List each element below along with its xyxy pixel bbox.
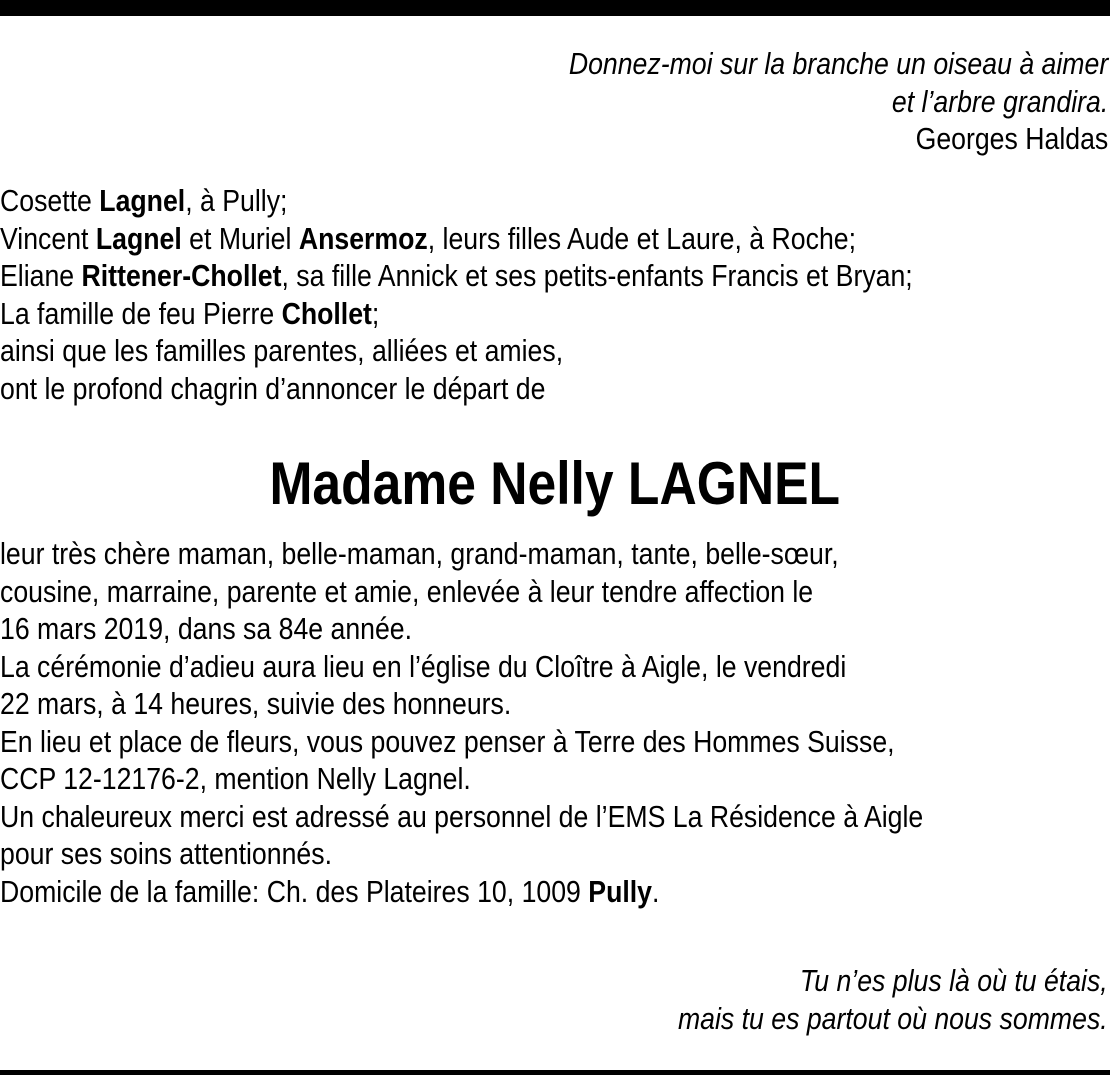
closing-line: Tu n’es plus là où tu étais, — [800, 963, 1108, 998]
body-line: En lieu et place de fleurs, vous pouvez penser à Terre des Hommes Suisse, — [0, 723, 895, 759]
family-line: ainsi que les familles parentes, alliées et amies, — [0, 333, 564, 368]
bottom-rule — [0, 1070, 1110, 1075]
epigraph-line: Donnez-moi sur la branche un oiseau à aimer — [568, 46, 1108, 81]
family-list — [0, 182, 1061, 407]
family-line: Vincent Lagnel et Muriel Ansermoz, leurs filles Aude et Laure, à Roche; — [0, 220, 857, 256]
deceased-name-text: Madame Nelly LAGNEL — [269, 450, 841, 517]
top-rule — [0, 0, 1110, 16]
family-line: Cosette Lagnel, à Pully; — [0, 183, 288, 218]
body-line: leur très chère maman, belle-maman, grand-maman, tante, belle-sœur, — [0, 536, 839, 571]
closing-quote — [608, 962, 1108, 1037]
body-line: La cérémonie d’adieu aura lieu en l’église du Cloître à Aigle, le vendredi — [0, 648, 847, 684]
body-line: 16 mars 2019, dans sa 84e année. — [0, 611, 413, 646]
deceased-name — [0, 448, 1110, 520]
body-line: 22 mars, à 14 heures, suivie des honneurs. — [0, 686, 512, 721]
announcement-body — [0, 535, 1110, 910]
epigraph-line: et l’arbre grandira. — [891, 83, 1108, 119]
closing-line: mais tu es partout où nous sommes. — [678, 1000, 1108, 1036]
body-line: pour ses soins attentionnés. — [0, 836, 332, 871]
epigraph — [481, 45, 1108, 158]
family-line: Eliane Rittener-Chollet, sa fille Annick et ses petits-enfants Francis et Bryan; — [0, 258, 913, 293]
body-line: Un chaleureux merci est adressé au personnel de l’EMS La Résidence à Aigle — [0, 798, 924, 834]
family-line: La famille de feu Pierre Chollet; — [0, 295, 380, 331]
family-line: ont le profond chagrin d’annoncer le départ de — [0, 370, 546, 406]
body-line: cousine, marraine, parente et amie, enlevée à leur tendre affection le — [0, 573, 814, 609]
epigraph-author: Georges Haldas — [915, 121, 1108, 156]
body-line: CCP 12-12176-2, mention Nelly Lagnel. — [0, 761, 471, 796]
domicile-line: Domicile de la famille: Ch. des Plateires 10, 1009 Pully. — [0, 873, 660, 909]
